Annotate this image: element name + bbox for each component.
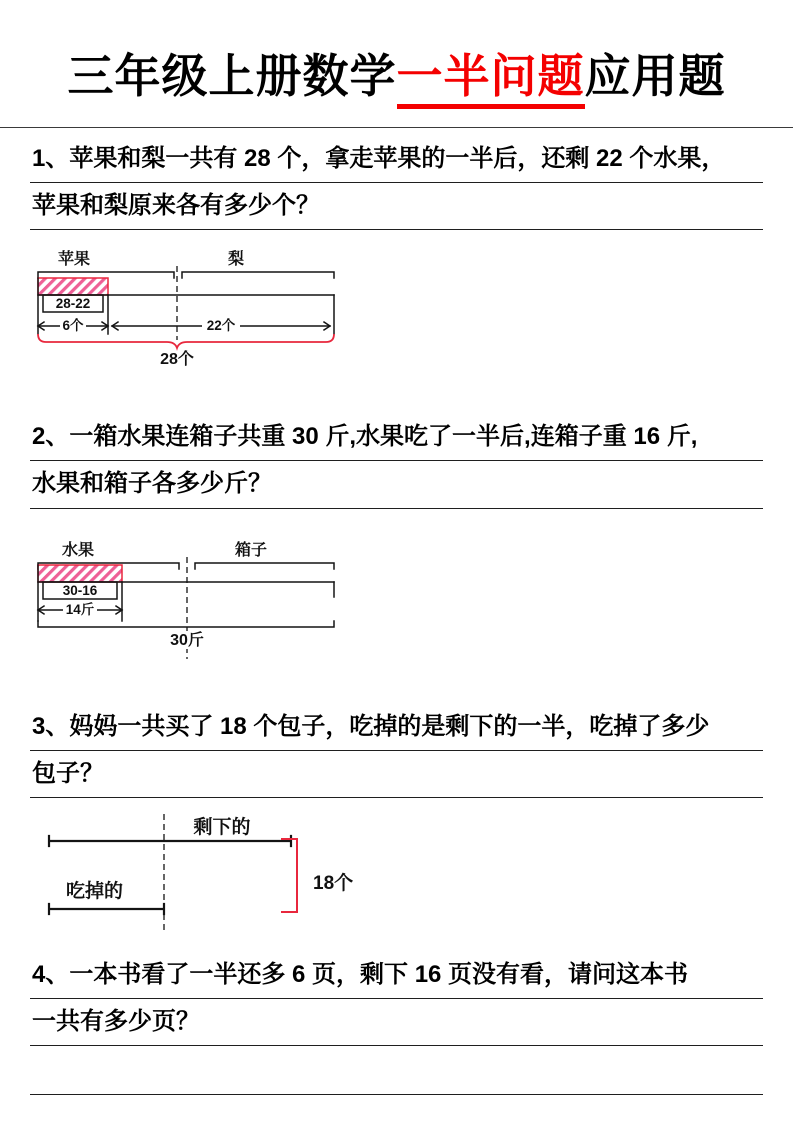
problem-3-line-1: 3、妈妈一共买了 18 个包子，吃掉的是剩下的一半，吃掉了多少 xyxy=(30,704,763,751)
d2-hatched-eaten-half xyxy=(38,565,122,582)
d2-total-bracket xyxy=(38,621,334,627)
d1-bracket-pear xyxy=(182,272,334,278)
d3-total-bracket xyxy=(281,839,297,912)
d2-label-box: 箱子 xyxy=(235,541,268,559)
d3-label-remaining: 剩下的 xyxy=(193,817,251,839)
problem-1-line-2: 苹果和梨原来各有多少个？ xyxy=(30,183,763,230)
svg-text:30-16: 30-16 xyxy=(62,582,98,598)
title-highlight: 一半问题 xyxy=(397,50,585,109)
problem-4-line-2: 一共有多少页？ xyxy=(30,999,763,1046)
d1-label-pear: 梨 xyxy=(228,251,245,269)
svg-text:22个: 22个 xyxy=(206,318,236,334)
d2-span-arrow-14 xyxy=(38,601,122,617)
svg-text:14斤: 14斤 xyxy=(65,601,95,617)
diagram-problem3-line-model xyxy=(32,806,452,946)
bottom-rule-line xyxy=(30,1094,763,1095)
d3-total-label: 18个 xyxy=(313,873,354,895)
problem-2 xyxy=(30,414,763,508)
worksheet-content xyxy=(0,136,793,1096)
d1-total-label: 28个 xyxy=(160,351,194,369)
d2-total-label: 30斤 xyxy=(170,631,204,649)
d2-difference-box xyxy=(43,582,117,599)
d3-eaten-line xyxy=(49,904,164,914)
title-separator xyxy=(0,127,793,128)
page-title xyxy=(0,0,793,103)
problem-4-line-1: 4、一本书看了一半还多 6 页，剩下 16 页没有看，请问这本书 xyxy=(30,952,763,999)
problem-2-line-2: 水果和箱子各多少斤？ xyxy=(30,461,763,508)
d3-label-eaten: 吃掉的 xyxy=(66,881,124,903)
d1-total-brace xyxy=(38,334,334,348)
problem-3-line-2: 包子？ xyxy=(30,751,763,798)
svg-text:6个: 6个 xyxy=(62,318,84,334)
diagram-problem2-bar-model xyxy=(30,531,450,666)
d2-bracket-box xyxy=(195,563,334,569)
problem-3 xyxy=(30,704,763,798)
d3-remaining-line xyxy=(49,836,291,846)
problem-1-line-1: 1、苹果和梨一共有 28 个，拿走苹果的一半后，还剩 22 个水果， xyxy=(30,136,763,183)
problem-1 xyxy=(30,136,763,230)
title-prefix: 三年级上册数学 xyxy=(67,50,397,102)
d2-total-label-group xyxy=(166,630,208,649)
d2-label-fruit: 水果 xyxy=(62,541,95,559)
problem-4 xyxy=(30,952,763,1046)
title-suffix: 应用题 xyxy=(584,50,726,102)
d1-bracket-apple xyxy=(38,272,174,278)
d1-difference-box xyxy=(43,295,103,312)
d1-hatched-taken-half xyxy=(38,278,108,295)
d1-span-arrow-22 xyxy=(112,317,330,333)
diagram-problem1-bar-model xyxy=(30,242,450,374)
problem-2-line-1: 2、一箱水果连箱子共重 30 斤,水果吃了一半后,连箱子重 16 斤, xyxy=(30,414,763,461)
d1-label-apple: 苹果 xyxy=(58,251,91,269)
svg-text:28-22: 28-22 xyxy=(55,296,91,312)
d1-span-arrow-6 xyxy=(38,317,108,333)
